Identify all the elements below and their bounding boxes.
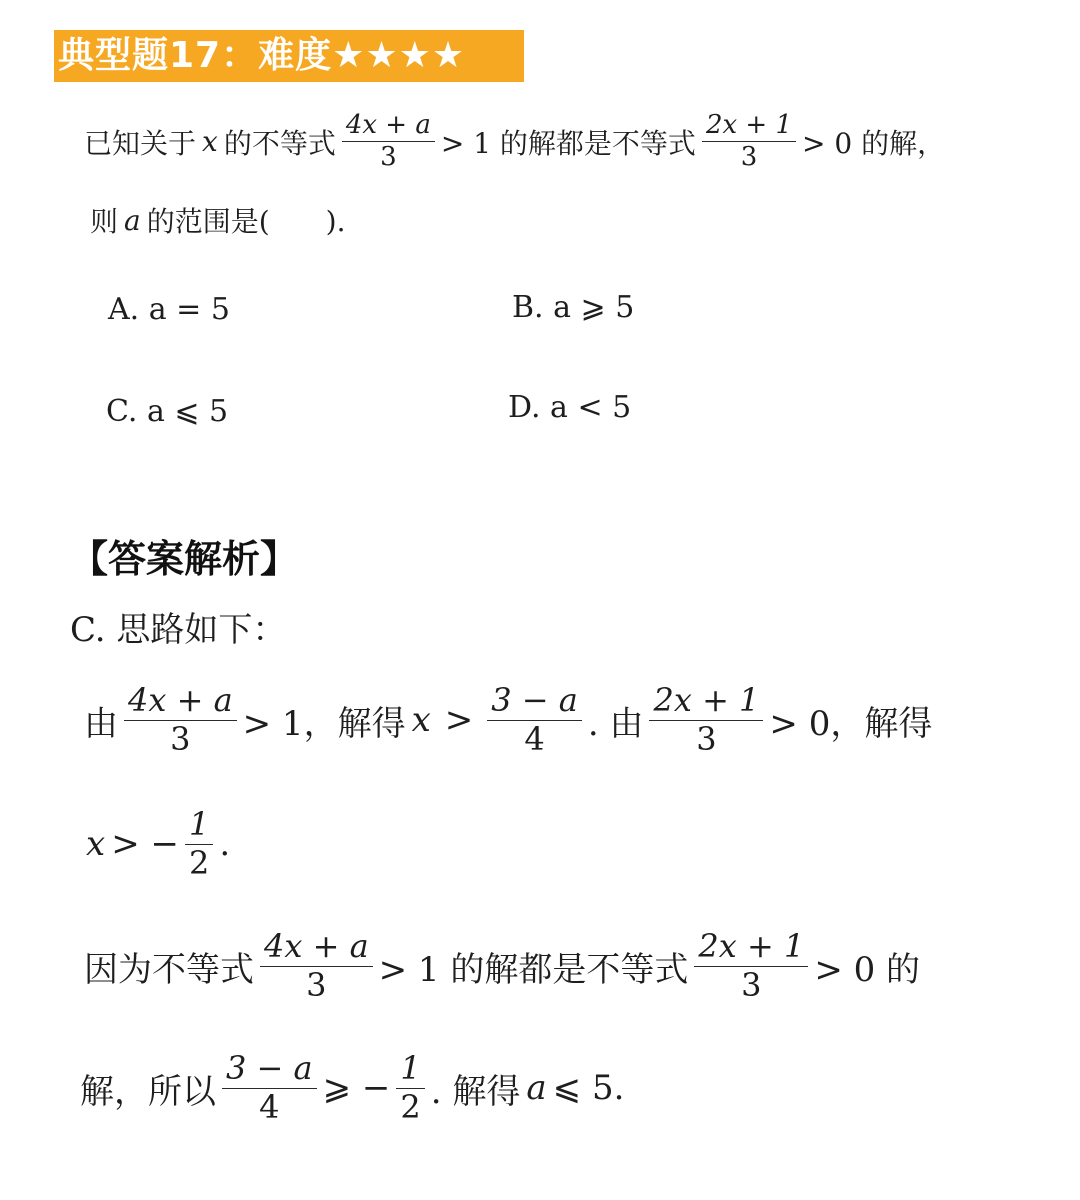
variable-a: a bbox=[124, 203, 141, 237]
solution-text: ⩽ 5. bbox=[552, 1068, 625, 1109]
solution-text: > 0，解得 bbox=[769, 703, 933, 744]
question-text: 则 bbox=[90, 205, 119, 238]
solution-step-4 bbox=[80, 1049, 625, 1126]
question-text: 已知关于 bbox=[84, 126, 197, 160]
numerator: 3 − a bbox=[222, 1052, 317, 1089]
solution-step-1 bbox=[84, 681, 933, 758]
solution-text: 解，所以 bbox=[80, 1071, 216, 1112]
denominator: 3 bbox=[740, 142, 758, 173]
fraction-4x-plus-a bbox=[342, 112, 435, 172]
numerator: 4x + a bbox=[342, 112, 435, 142]
answer-intro-text: C. 思路如下： bbox=[70, 610, 287, 650]
fraction-2x-plus-1 bbox=[702, 112, 796, 172]
fraction-one-half bbox=[396, 1049, 424, 1126]
fraction-2x-plus-1 bbox=[649, 681, 763, 758]
solution-text: . bbox=[219, 824, 231, 865]
option-a: A. a = 5 bbox=[108, 292, 230, 327]
fraction-4x-plus-a bbox=[124, 681, 237, 758]
question-text: > 1 的解都是不等式 bbox=[440, 126, 696, 160]
numerator: 4x + a bbox=[260, 930, 373, 967]
solution-text: > 0 的 bbox=[814, 949, 921, 990]
numerator: 1 bbox=[396, 1052, 424, 1089]
denominator: 4 bbox=[524, 719, 545, 758]
solution-text: ⩾ − bbox=[322, 1068, 391, 1109]
variable-x: x bbox=[86, 824, 106, 865]
answer-title: 【答案解析】 bbox=[70, 537, 299, 581]
solution-step-3 bbox=[84, 927, 921, 1004]
solution-text: . 由 bbox=[587, 703, 644, 744]
fraction-2x-plus-1 bbox=[694, 927, 808, 1004]
question-line-1 bbox=[84, 112, 945, 172]
fraction-3-minus-a bbox=[487, 681, 582, 758]
numerator: 3 − a bbox=[487, 684, 582, 721]
option-b: B. a ⩾ 5 bbox=[512, 290, 635, 325]
solution-step-2 bbox=[80, 805, 231, 882]
fraction-one-half bbox=[185, 805, 213, 882]
fraction-3-minus-a bbox=[222, 1049, 317, 1126]
question-text: > 0 的解， bbox=[802, 126, 946, 160]
variable-x: x bbox=[202, 125, 218, 159]
answer-intro bbox=[70, 602, 286, 651]
solution-text: > 1 的解都是不等式 bbox=[378, 949, 689, 990]
numerator: 4x + a bbox=[124, 684, 237, 721]
solution-text: > − bbox=[111, 824, 179, 865]
variable-x: x bbox=[411, 700, 431, 741]
question-text: 的范围是( ). bbox=[146, 205, 346, 238]
solution-text: 由 bbox=[84, 703, 118, 744]
denominator: 2 bbox=[400, 1087, 421, 1126]
numerator: 2x + 1 bbox=[702, 112, 796, 142]
denominator: 3 bbox=[306, 965, 327, 1004]
operator: > bbox=[444, 700, 474, 741]
solution-text: > 1，解得 bbox=[242, 703, 406, 744]
denominator: 3 bbox=[696, 719, 717, 758]
question-text: 的不等式 bbox=[223, 126, 336, 160]
difficulty-stars: ★★★★ bbox=[332, 35, 466, 76]
problem-header bbox=[54, 30, 524, 82]
denominator: 3 bbox=[380, 142, 397, 173]
denominator: 4 bbox=[259, 1087, 280, 1126]
option-c: C. a ⩽ 5 bbox=[106, 394, 229, 429]
solution-text: 因为不等式 bbox=[84, 949, 254, 990]
denominator: 3 bbox=[170, 719, 191, 758]
numerator: 2x + 1 bbox=[694, 930, 808, 967]
denominator: 3 bbox=[741, 965, 762, 1004]
numerator: 2x + 1 bbox=[649, 684, 763, 721]
option-d: D. a < 5 bbox=[508, 390, 632, 425]
fraction-4x-plus-a bbox=[260, 927, 373, 1004]
variable-a: a bbox=[526, 1068, 547, 1109]
question-line-2 bbox=[90, 200, 345, 240]
solution-text: . 解得 bbox=[430, 1071, 521, 1112]
numerator: 1 bbox=[185, 808, 213, 845]
problem-title: 典型题17：难度 bbox=[58, 35, 333, 76]
denominator: 2 bbox=[188, 843, 210, 882]
